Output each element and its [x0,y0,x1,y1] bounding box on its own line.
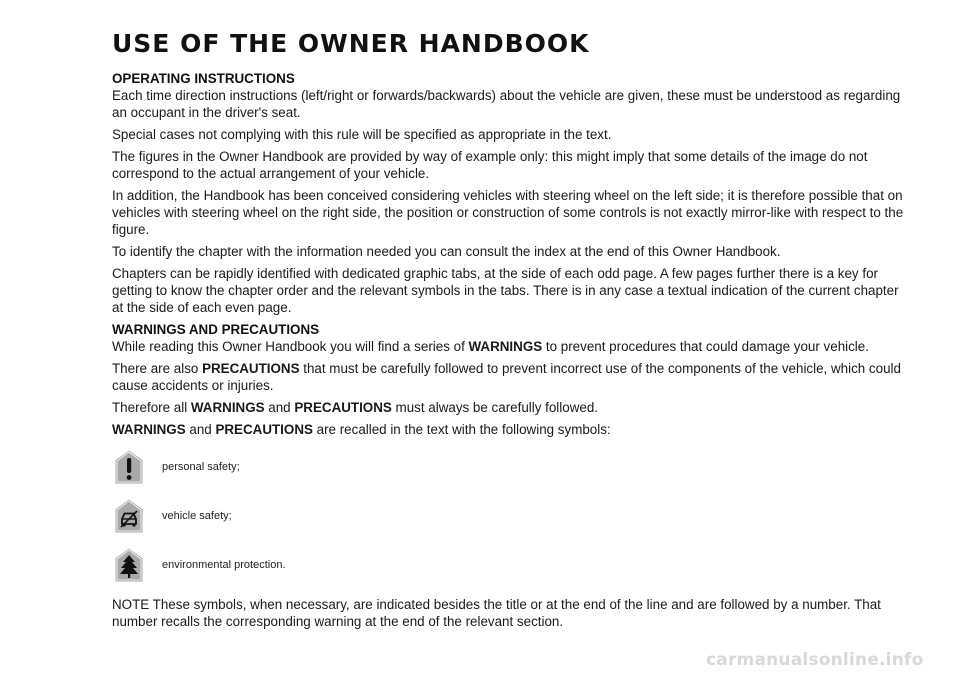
paragraph: WARNINGS and PRECAUTIONS are recalled in the text with the following symbols: [112,422,611,437]
symbol-item [112,492,912,539]
paragraph: Therefore all WARNINGS and PRECAUTIONS must always be carefully followed. [112,400,598,415]
page-title: USE OF THE OWNER HANDBOOK [112,29,590,58]
precautions-term: PRECAUTIONS [202,361,300,376]
warnings-precautions-heading: WARNINGS AND PRECAUTIONS [112,322,320,337]
symbol-list [112,443,912,588]
symbol-label: vehicle safety; [162,509,232,522]
symbol-item [112,541,912,588]
document-page [112,30,912,635]
precautions-term: PRECAUTIONS [294,400,392,415]
warnings-term: WARNINGS [190,400,265,415]
paragraph: While reading this Owner Handbook you will find a series of WARNINGS to prevent procedures that could damage your vehicle. [112,339,869,354]
vehicle-safety-icon [114,498,144,534]
paragraph: Special cases not complying with this rule will be specified as appropriate in the text. [112,127,612,142]
symbol-label: environmental protection. [162,558,286,571]
symbol-item [112,443,912,490]
warnings-precautions-section [112,321,912,438]
note-paragraph: NOTE These symbols, when necessary, are indicated besides the title or at the end of the line and are followed by a number. That number recalls the corresponding warning at the end of the relevant section. [112,597,881,629]
symbol-label: personal safety; [162,460,240,473]
personal-safety-icon [114,449,144,485]
operating-instructions-heading: OPERATING INSTRUCTIONS [112,71,295,86]
watermark: carmanualsonline.info [706,650,924,670]
environmental-protection-icon [114,547,144,583]
warnings-term: WARNINGS [112,422,186,437]
warnings-term: WARNINGS [468,339,543,354]
paragraph: The figures in the Owner Handbook are provided by way of example only: this might imply that some details of the image do not correspond to the actual arrangement of your vehicle. [112,149,868,181]
operating-instructions-section [112,70,912,316]
paragraph: There are also PRECAUTIONS that must be carefully followed to prevent incorrect use of the components of the vehicle, which could cause accidents or injuries. [112,361,901,393]
paragraph: To identify the chapter with the information needed you can consult the index at the end of this Owner Handbook. [112,244,781,259]
paragraph: In addition, the Handbook has been conceived considering vehicles with steering wheel on the left side; it is therefore possible that on vehicles with steering wheel on the right side, the position or construction of some controls is not exactly mirror-like with respect to the figure. [112,188,904,237]
paragraph: Each time direction instructions (left/right or forwards/backwards) about the vehicle are given, these must be understood as regarding an occupant in the driver's seat. [112,88,901,120]
paragraph: Chapters can be rapidly identified with dedicated graphic tabs, at the side of each odd page. A few pages further there is a key for getting to know the chapter order and the relevant symbols in the tabs. There is in any case a textual indication of the current chapter at the side of each even page. [112,266,899,315]
precautions-term: PRECAUTIONS [215,422,313,437]
